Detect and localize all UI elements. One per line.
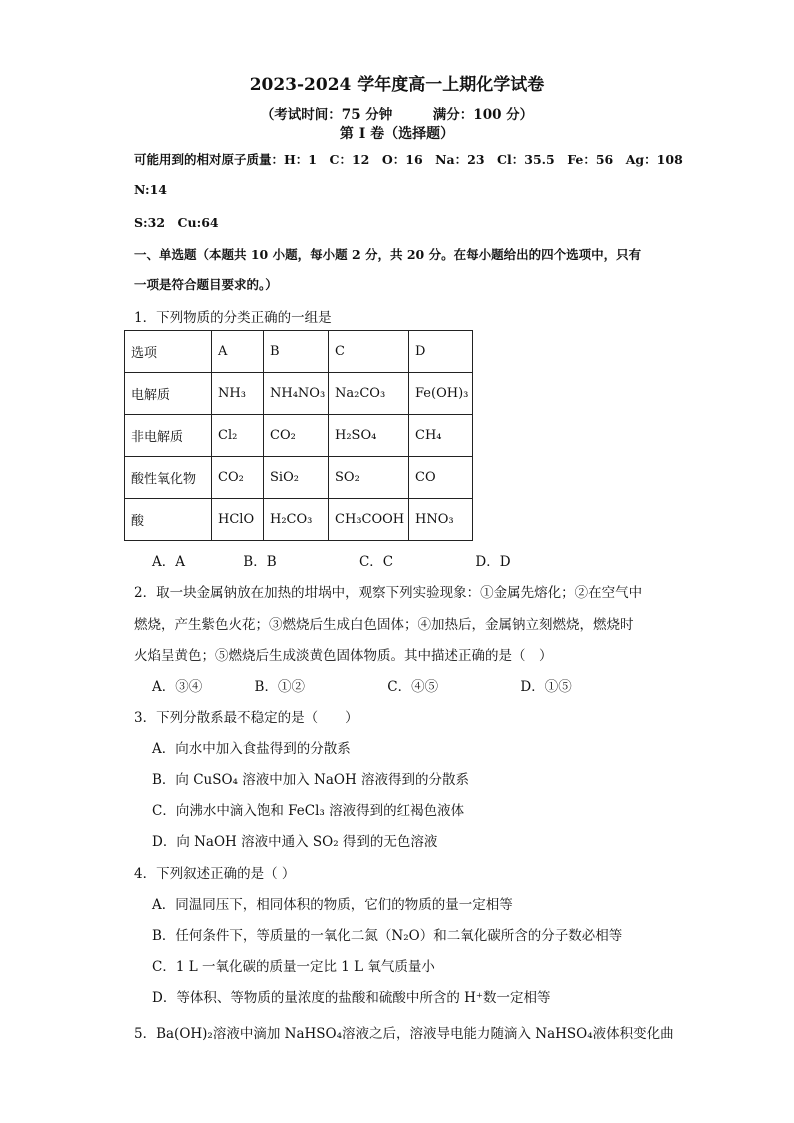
instructions-line-1: 一、单选题（本题共 10 小题，每小题 2 分，共 20 分。在每小题给出的四个选项中，只有 [134,247,642,262]
table-cell: 电解质 [125,373,212,415]
table-cell: 酸性氧化物 [125,457,212,499]
table-cell: H₂CO₃ [264,499,329,541]
classification-table [124,330,473,541]
q4-option-b[interactable]: B．任何条件下，等质量的一氧化二氮（N₂O）和二氧化碳所含的分子数必相等 [152,928,623,944]
table-cell: Fe(OH)₃ [409,373,473,415]
q1-option-b[interactable]: B．B [243,554,277,570]
table-cell: C [329,331,409,373]
table-cell: A [212,331,264,373]
table-row [125,499,473,541]
q3-option-a[interactable]: A．向水中加入食盐得到的分散系 [152,741,351,757]
atomic-mass-line-1: 可能用到的相对原子质量：H：1 C：12 O：16 Na：23 Cl：35.5 Fe：56 Ag：108 [134,152,683,167]
atomic-mass-line-2: N:14 [134,182,167,197]
table-cell: CH₄ [409,415,473,457]
q3-option-c[interactable]: C．向沸水中滴入饱和 FeCl₃ 溶液得到的红褐色液体 [152,803,465,819]
table-cell: D [409,331,473,373]
q2-line-1: 2．取一块金属钠放在加热的坩埚中，观察下列实验现象：①金属先熔化；②在空气中 [134,585,643,601]
q4-option-a[interactable]: A．同温同压下，相同体积的物质，它们的物质的量一定相等 [152,897,513,913]
q2-line-2: 燃烧，产生紫色火花；③燃烧后生成白色固体；④加热后，金属钠立刻燃烧，燃烧时 [134,617,634,633]
q2-line-3: 火焰呈黄色；⑤燃烧后生成淡黄色固体物质。其中描述正确的是（ ） [134,648,553,664]
table-cell: CO [409,457,473,499]
q2-options [152,675,572,695]
table-cell: CH₃COOH [329,499,409,541]
q4-stem: 4．下列叙述正确的是（ ） [134,866,296,882]
table-cell: SO₂ [329,457,409,499]
table-cell: 选项 [125,331,212,373]
table-cell: NH₄NO₃ [264,373,329,415]
table-row [125,331,473,373]
table-row [125,373,473,415]
instructions-line-2: 一项是符合题目要求的。） [134,277,278,292]
table-cell: CO₂ [212,457,264,499]
table-row [125,415,473,457]
q1-stem: 1．下列物质的分类正确的一组是 [134,310,332,326]
table-row [125,457,473,499]
q4-option-d[interactable]: D．等体积、等物质的量浓度的盐酸和硫酸中所含的 H⁺数一定相等 [152,990,551,1006]
table-cell: HClO [212,499,264,541]
q4-option-c[interactable]: C．1 L 一氧化碳的质量一定比 1 L 氧气质量小 [152,959,435,975]
q3-option-b[interactable]: B．向 CuSO₄ 溶液中加入 NaOH 溶液得到的分散系 [152,772,470,788]
table-cell: B [264,331,329,373]
q5-stem: 5．Ba(OH)₂溶液中滴加 NaHSO₄溶液之后，溶液导电能力随滴入 NaHSO₄液体积变化曲 [134,1026,674,1042]
table-cell: H₂SO₄ [329,415,409,457]
table-cell: SiO₂ [264,457,329,499]
q1-option-a[interactable]: A．A [152,554,185,570]
q3-option-d[interactable]: D．向 NaOH 溶液中通入 SO₂ 得到的无色溶液 [152,834,438,850]
q1-option-c[interactable]: C．C [358,554,394,570]
exam-info: （考试时间：75 分钟 满分：100 分） [260,107,534,123]
q2-option-d[interactable]: D．①⑤ [520,679,572,695]
table-cell: Cl₂ [212,415,264,457]
q2-option-b[interactable]: B．①② [254,679,305,695]
table-cell: NH₃ [212,373,264,415]
table-cell: CO₂ [264,415,329,457]
table-cell: HNO₃ [409,499,473,541]
table-cell: Na₂CO₃ [329,373,409,415]
q2-option-c[interactable]: C．④⑤ [387,679,439,695]
atomic-mass-line-3: S:32 Cu:64 [134,215,219,230]
table-cell: 酸 [125,499,212,541]
q1-options [152,550,511,570]
q3-stem: 3．下列分散系最不稳定的是（ ） [134,710,359,726]
section-heading: 第 I 卷（选择题） [339,126,455,142]
table-cell: 非电解质 [125,415,212,457]
exam-title: 2023-2024 学年度高一上期化学试卷 [249,75,545,95]
q2-option-a[interactable]: A．③④ [152,679,203,695]
q1-option-d[interactable]: D．D [475,554,511,570]
